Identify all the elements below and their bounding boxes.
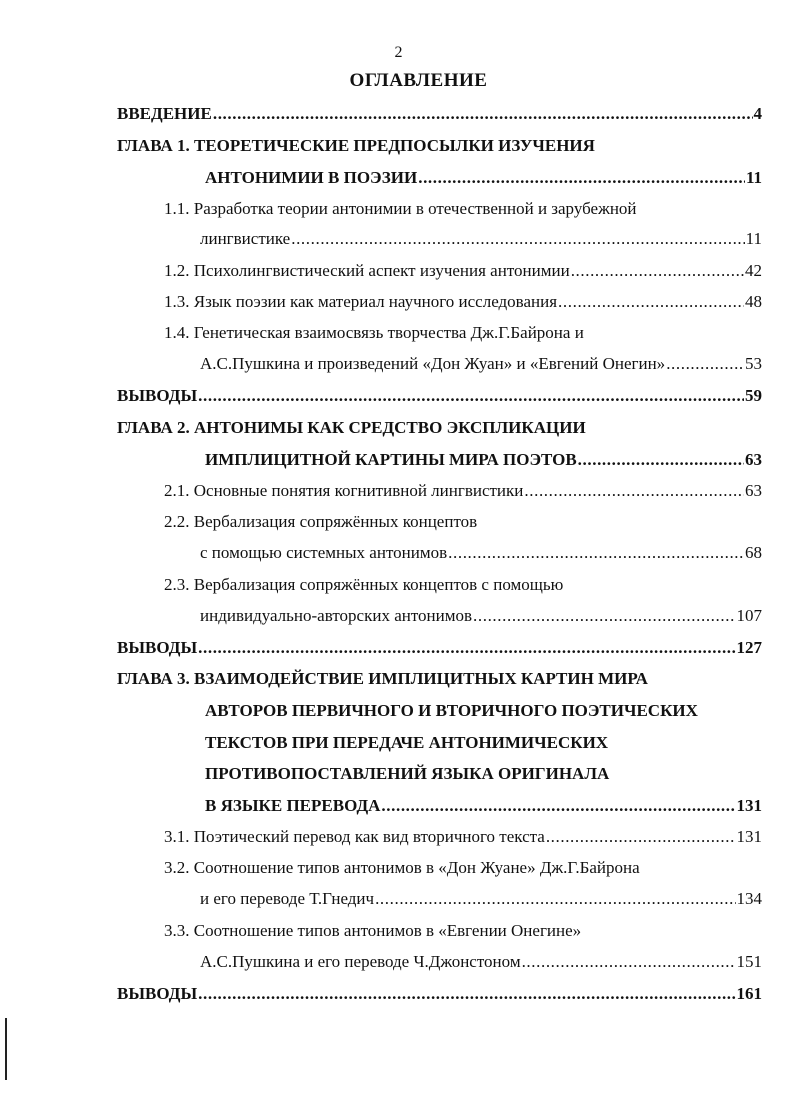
dot-leader [522,952,736,972]
toc-1-4-line1[interactable]: 1.4. Генетическая взаимосвязь творчества Дж.Г.Байрона и [164,323,584,342]
toc-ch2-title-line1[interactable]: ГЛАВА 2. АНТОНИМЫ КАК СРЕДСТВО ЭКСПЛИКАЦИИ [117,418,586,437]
toc-1-1-line1[interactable]: 1.1. Разработка теории антонимии в отечественной и зарубежной [164,199,637,218]
toc-1-1[interactable] [200,229,762,249]
toc-3-1-page: 131 [736,827,762,846]
dot-leader [291,229,744,249]
toc-ch3-page: 131 [736,796,762,815]
toc-intro[interactable] [117,104,762,124]
toc-ch2-page: 63 [745,450,762,469]
toc-2-2-line1[interactable]: 2.2. Вербализация сопряжённых концептов [164,512,478,531]
toc-ch2[interactable] [205,450,762,470]
dot-leader [473,606,735,626]
toc-2-2-page: 68 [745,543,762,562]
page-number: 2 [394,44,403,61]
toc-3-3-page: 151 [736,952,762,971]
toc-3-2-line1[interactable]: 3.2. Соотношение типов антонимов в «Дон Жуане» Дж.Г.Байрона [164,858,640,877]
toc-1-1-line2: лингвистике [200,229,291,248]
dot-leader [558,292,744,312]
dot-leader [198,984,735,1004]
toc-3-1-label: 3.1. Поэтический перевод как вид вторичного текста [164,827,545,846]
dot-leader [524,481,744,501]
toc-3-2[interactable] [200,889,762,909]
dot-leader [375,889,735,909]
toc-ch2-conclusions-label: ВЫВОДЫ [117,638,198,657]
toc-2-2-line2: с помощью системных антонимов [200,543,448,562]
toc-1-2-page: 42 [745,261,762,280]
toc-2-2[interactable] [200,543,762,563]
toc-ch3-conclusions-label: ВЫВОДЫ [117,984,198,1003]
toc-3-3-line1[interactable]: 3.3. Соотношение типов антонимов в «Евгении Онегине» [164,921,582,940]
toc-ch1-conclusions-page: 59 [745,386,762,405]
toc-ch3-title-line1[interactable]: ГЛАВА 3. ВЗАИМОДЕЙСТВИЕ ИМПЛИЦИТНЫХ КАРТИН МИРА [117,669,648,688]
toc-2-1-label: 2.1. Основные понятия когнитивной лингвистики [164,481,524,500]
dot-leader [578,450,744,470]
toc-3-3-line2: А.С.Пушкина и его переводе Ч.Джонстоном [200,952,521,971]
toc-1-4-page: 53 [745,354,762,373]
toc-1-3-page: 48 [745,292,762,311]
dot-leader [381,796,735,816]
toc-ch2-title-line2: ИМПЛИЦИТНОЙ КАРТИНЫ МИРА ПОЭТОВ [205,450,577,469]
toc-2-3-line1[interactable]: 2.3. Вербализация сопряжённых концептов с помощью [164,575,564,594]
toc-ch1-conclusions[interactable] [117,386,762,406]
toc-1-4-line2: А.С.Пушкина и произведений «Дон Жуан» и «Евгений Онегин» [200,354,666,373]
toc-intro-label: ВВЕДЕНИЕ [117,104,212,123]
toc-ch3-title-line2[interactable]: АВТОРОВ ПЕРВИЧНОГО И ВТОРИЧНОГО ПОЭТИЧЕСКИХ [205,701,698,720]
toc-ch1-page: 11 [745,168,762,187]
toc-ch1[interactable] [205,168,762,188]
toc-ch3[interactable] [205,796,762,816]
dot-leader [418,168,745,188]
toc-3-2-page: 134 [736,889,762,908]
toc-1-2-label: 1.2. Психолингвистический аспект изучения антонимии [164,261,570,280]
toc-ch2-conclusions-page: 127 [736,638,762,657]
scan-margin-mark [5,1018,7,1080]
toc-2-1-page: 63 [745,481,762,500]
toc-3-1[interactable] [164,827,762,847]
toc-2-3-line2: индивидуально-авторских антонимов [200,606,473,625]
toc-ch3-conclusions[interactable] [117,984,762,1004]
dot-leader [198,386,744,406]
toc-ch2-conclusions[interactable] [117,638,762,658]
toc-ch3-conclusions-page: 161 [736,984,762,1003]
toc-2-3-page: 107 [736,606,762,625]
dot-leader [571,261,744,281]
toc-intro-page: 4 [753,104,762,123]
toc-ch1-title-line1[interactable]: ГЛАВА 1. ТЕОРЕТИЧЕСКИЕ ПРЕДПОСЫЛКИ ИЗУЧЕНИЯ [117,136,595,155]
toc-1-1-page: 11 [745,229,762,248]
toc-2-1[interactable] [164,481,762,501]
dot-leader [198,638,735,658]
page-title: ОГЛАВЛЕНИЕ [349,70,488,91]
toc-ch1-title-line2: АНТОНИМИИ В ПОЭЗИИ [205,168,418,187]
toc-3-2-line2: и его переводе Т.Гнедич [200,889,375,908]
dot-leader [546,827,736,847]
toc-2-3[interactable] [200,606,762,626]
toc-ch1-conclusions-label: ВЫВОДЫ [117,386,198,405]
dot-leader [448,543,744,563]
toc-1-4[interactable] [200,354,762,374]
toc-1-3-label: 1.3. Язык поэзии как материал научного исследования [164,292,558,311]
toc-ch3-title-line4[interactable]: ПРОТИВОПОСТАВЛЕНИЙ ЯЗЫКА ОРИГИНАЛА [205,764,610,783]
toc-ch3-title-line3[interactable]: ТЕКСТОВ ПРИ ПЕРЕДАЧЕ АНТОНИМИЧЕСКИХ [205,733,609,752]
toc-1-2[interactable] [164,261,762,281]
dot-leader [213,104,753,124]
toc-1-3[interactable] [164,292,762,312]
toc-ch3-title-line5: В ЯЗЫКЕ ПЕРЕВОДА [205,796,381,815]
toc-3-3[interactable] [200,952,762,972]
dot-leader [666,354,744,374]
